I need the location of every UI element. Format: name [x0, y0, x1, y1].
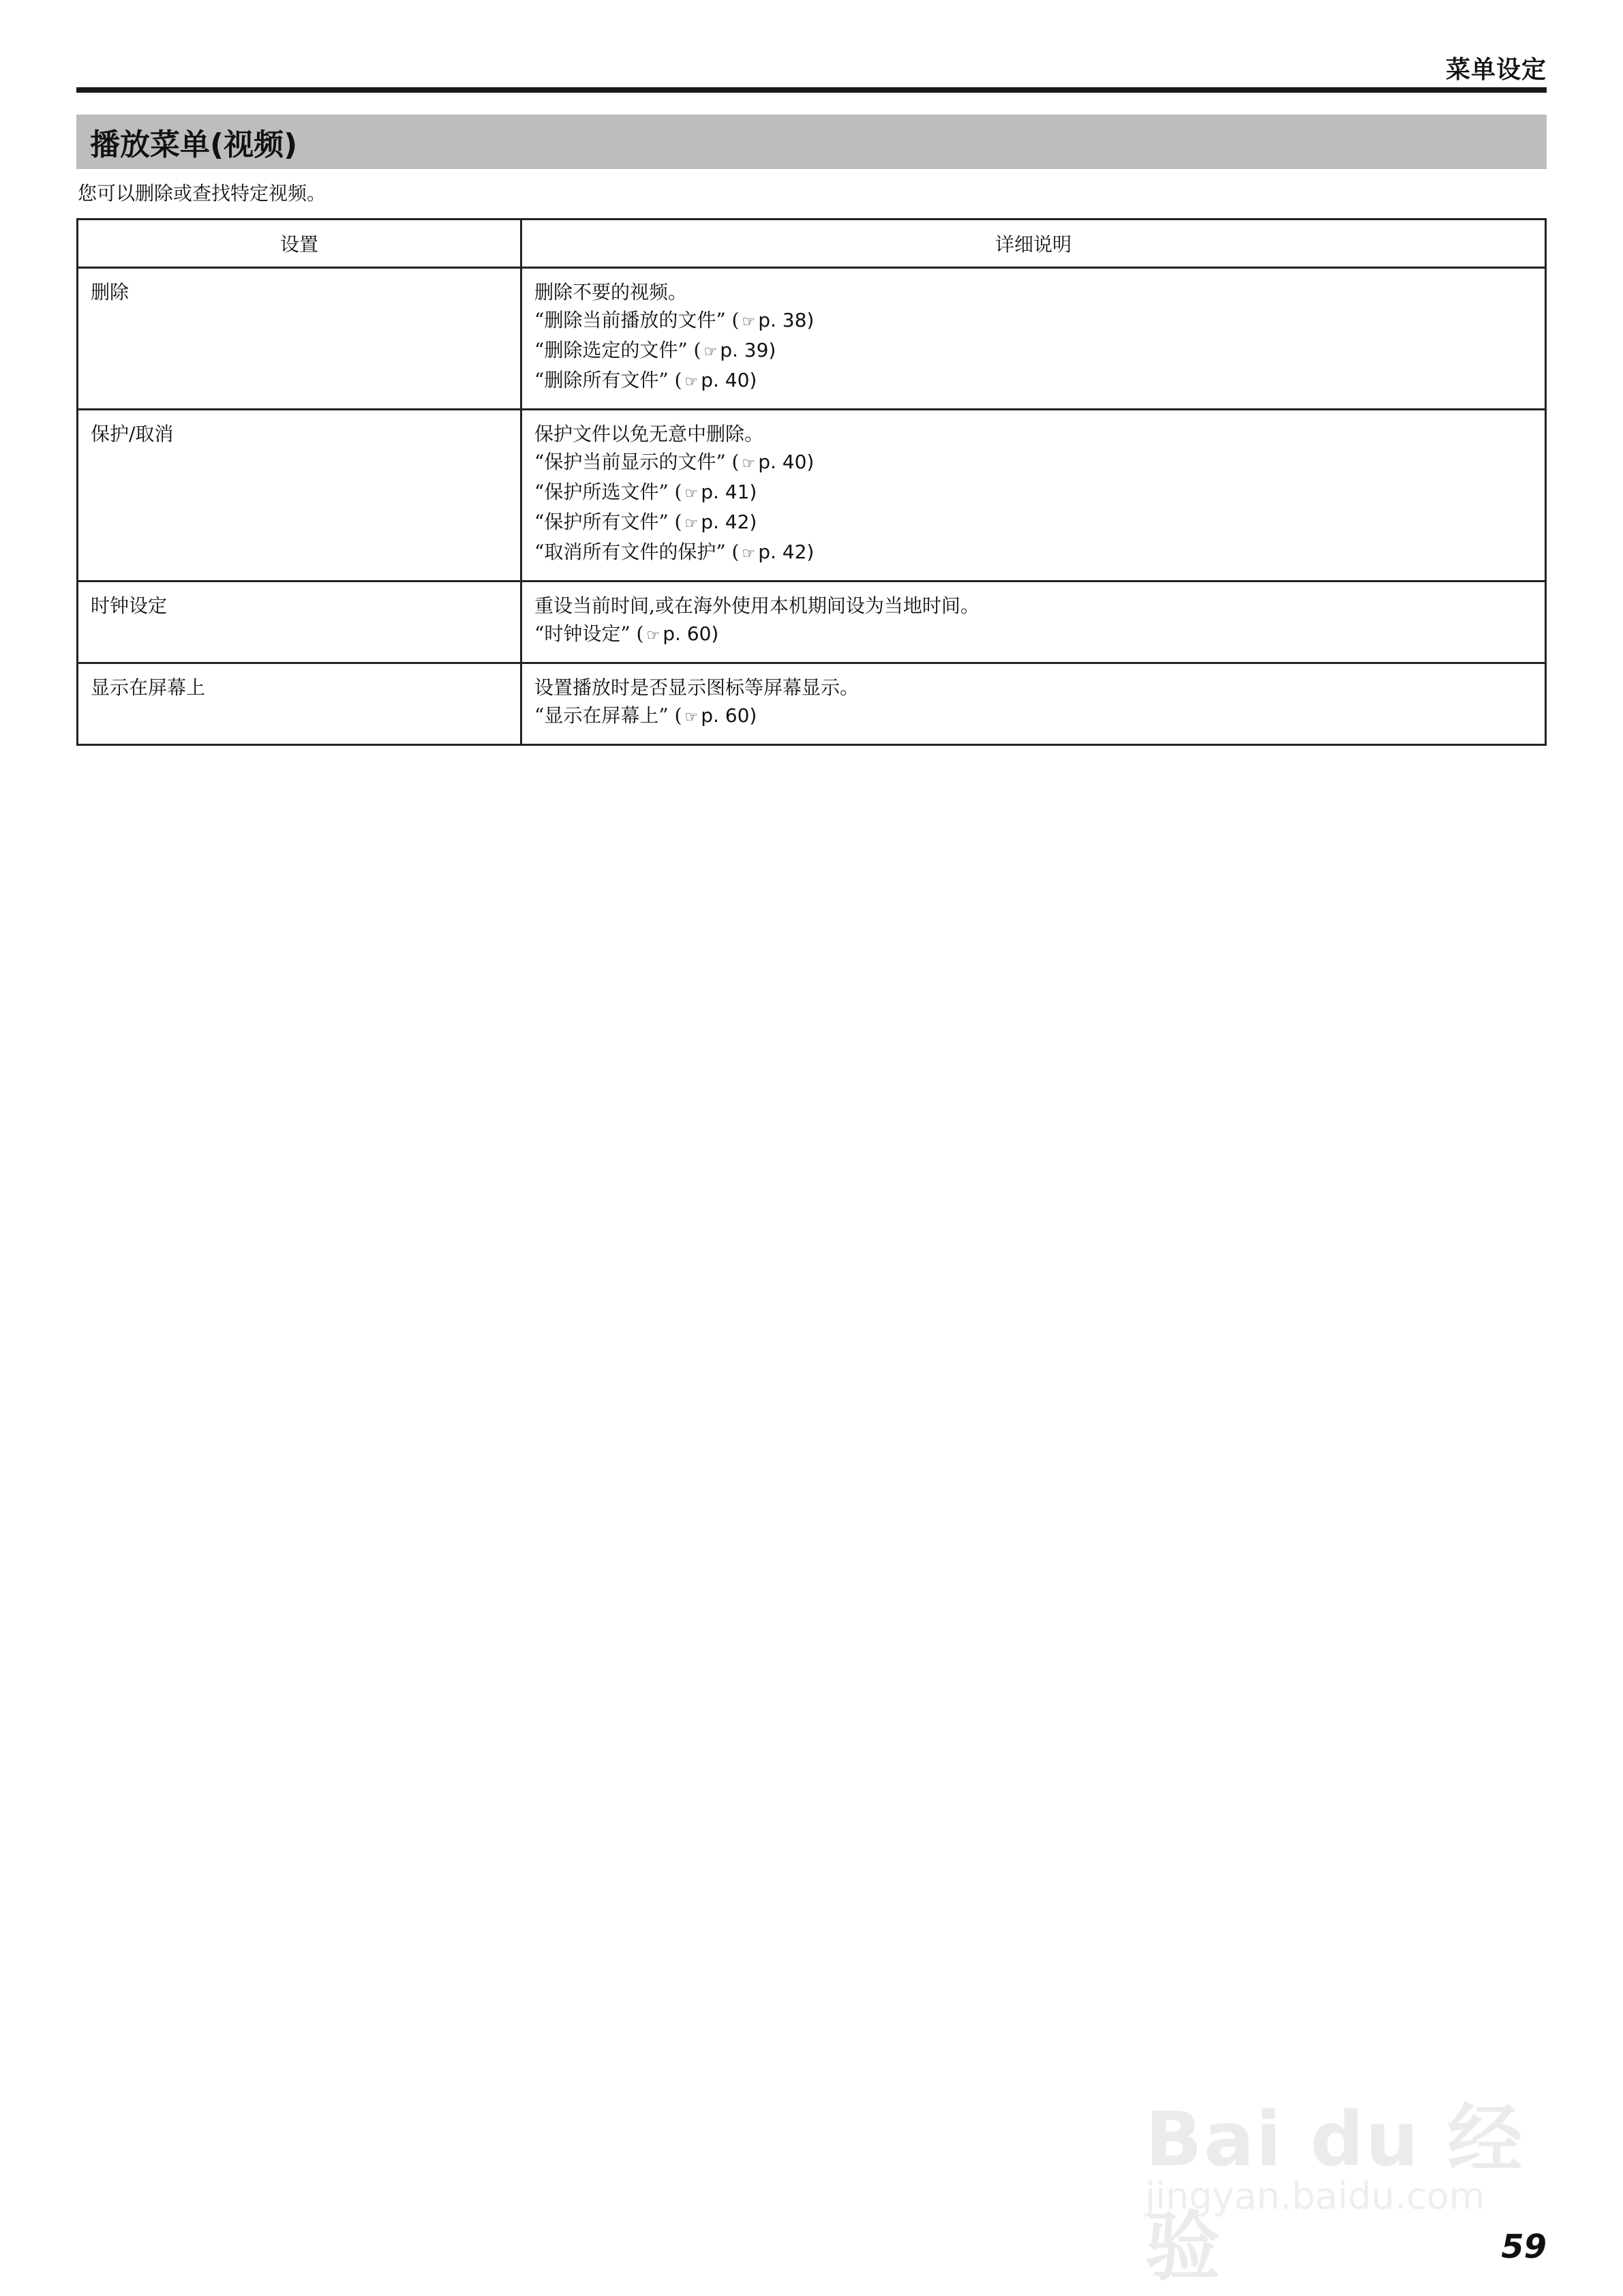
table-row	[78, 268, 1546, 410]
pointing-hand-icon: ☞	[703, 344, 718, 361]
setting-name: 删除	[78, 268, 521, 410]
reference-page: p. 40)	[758, 451, 815, 473]
reference-page: p. 40)	[701, 369, 757, 391]
reference-text: “显示在屏幕上” (	[534, 704, 682, 727]
page-reference-link[interactable]	[534, 448, 1532, 478]
page-reference-link[interactable]	[534, 508, 1532, 538]
table-header-row	[78, 220, 1546, 268]
reference-text: “删除当前播放的文件” (	[534, 309, 740, 331]
setting-name: 保护/取消	[78, 410, 521, 581]
section-intro: 您可以删除或查找特定视频。	[78, 182, 327, 205]
page-reference-link[interactable]	[534, 306, 1532, 336]
setting-description-cell	[521, 663, 1546, 745]
table-row	[78, 663, 1546, 745]
reference-page: p. 60)	[701, 704, 757, 727]
settings-table	[76, 218, 1547, 746]
page-reference-link[interactable]	[534, 701, 1532, 731]
reference-page: p. 38)	[758, 309, 815, 331]
reference-text: “保护所有文件” (	[534, 511, 682, 533]
pointing-hand-icon: ☞	[742, 314, 756, 331]
pointing-hand-icon: ☞	[684, 485, 699, 502]
setting-description-cell	[521, 581, 1546, 663]
pointing-hand-icon: ☞	[742, 545, 756, 562]
watermark-logo: Bai du 经验	[1145, 2096, 1524, 2291]
reference-page: p. 41)	[701, 481, 757, 503]
pointing-hand-icon: ☞	[646, 627, 661, 644]
pointing-hand-icon: ☞	[684, 515, 699, 532]
pointing-hand-icon: ☞	[684, 374, 699, 391]
page-reference-link[interactable]	[534, 620, 1532, 650]
reference-text: “保护所选文件” (	[534, 481, 682, 503]
page-reference-link[interactable]	[534, 478, 1532, 508]
setting-description: 删除不要的视频。	[534, 281, 688, 303]
column-header-setting: 设置	[78, 220, 521, 268]
section-heading-bar	[76, 115, 1547, 169]
reference-text: “删除所有文件” (	[534, 369, 682, 391]
reference-text: “取消所有文件的保护” (	[534, 541, 740, 563]
setting-description: 保护文件以免无意中删除。	[534, 423, 764, 445]
pointing-hand-icon: ☞	[684, 709, 699, 726]
pointing-hand-icon: ☞	[742, 455, 756, 472]
column-header-description: 详细说明	[521, 220, 1546, 268]
setting-description-cell	[521, 410, 1546, 581]
section-title: 播放菜单(视频)	[90, 127, 298, 162]
table-row	[78, 410, 1546, 581]
setting-description: 设置播放时是否显示图标等屏幕显示。	[534, 676, 860, 699]
setting-description-cell	[521, 268, 1546, 410]
setting-name: 显示在屏幕上	[78, 663, 521, 745]
table-row	[78, 581, 1546, 663]
header-rule	[76, 87, 1547, 93]
setting-name: 时钟设定	[78, 581, 521, 663]
page-number: 59	[1501, 2228, 1547, 2266]
reference-page: p. 42)	[758, 541, 815, 563]
reference-text: “删除选定的文件” (	[534, 339, 701, 361]
page-reference-link[interactable]	[534, 366, 1532, 396]
reference-text: “时钟设定” (	[534, 622, 644, 645]
watermark-url: jingyan.baidu.com	[1145, 2175, 1485, 2218]
reference-page: p. 42)	[701, 511, 757, 533]
reference-page: p. 60)	[663, 622, 719, 645]
reference-text: “保护当前显示的文件” (	[534, 451, 740, 473]
page-reference-link[interactable]	[534, 538, 1532, 568]
page-reference-link[interactable]	[534, 336, 1532, 366]
setting-description: 重设当前时间,或在海外使用本机期间设为当地时间。	[534, 594, 980, 617]
running-header-title: 菜单设定	[1445, 56, 1547, 84]
reference-page: p. 39)	[720, 339, 776, 361]
